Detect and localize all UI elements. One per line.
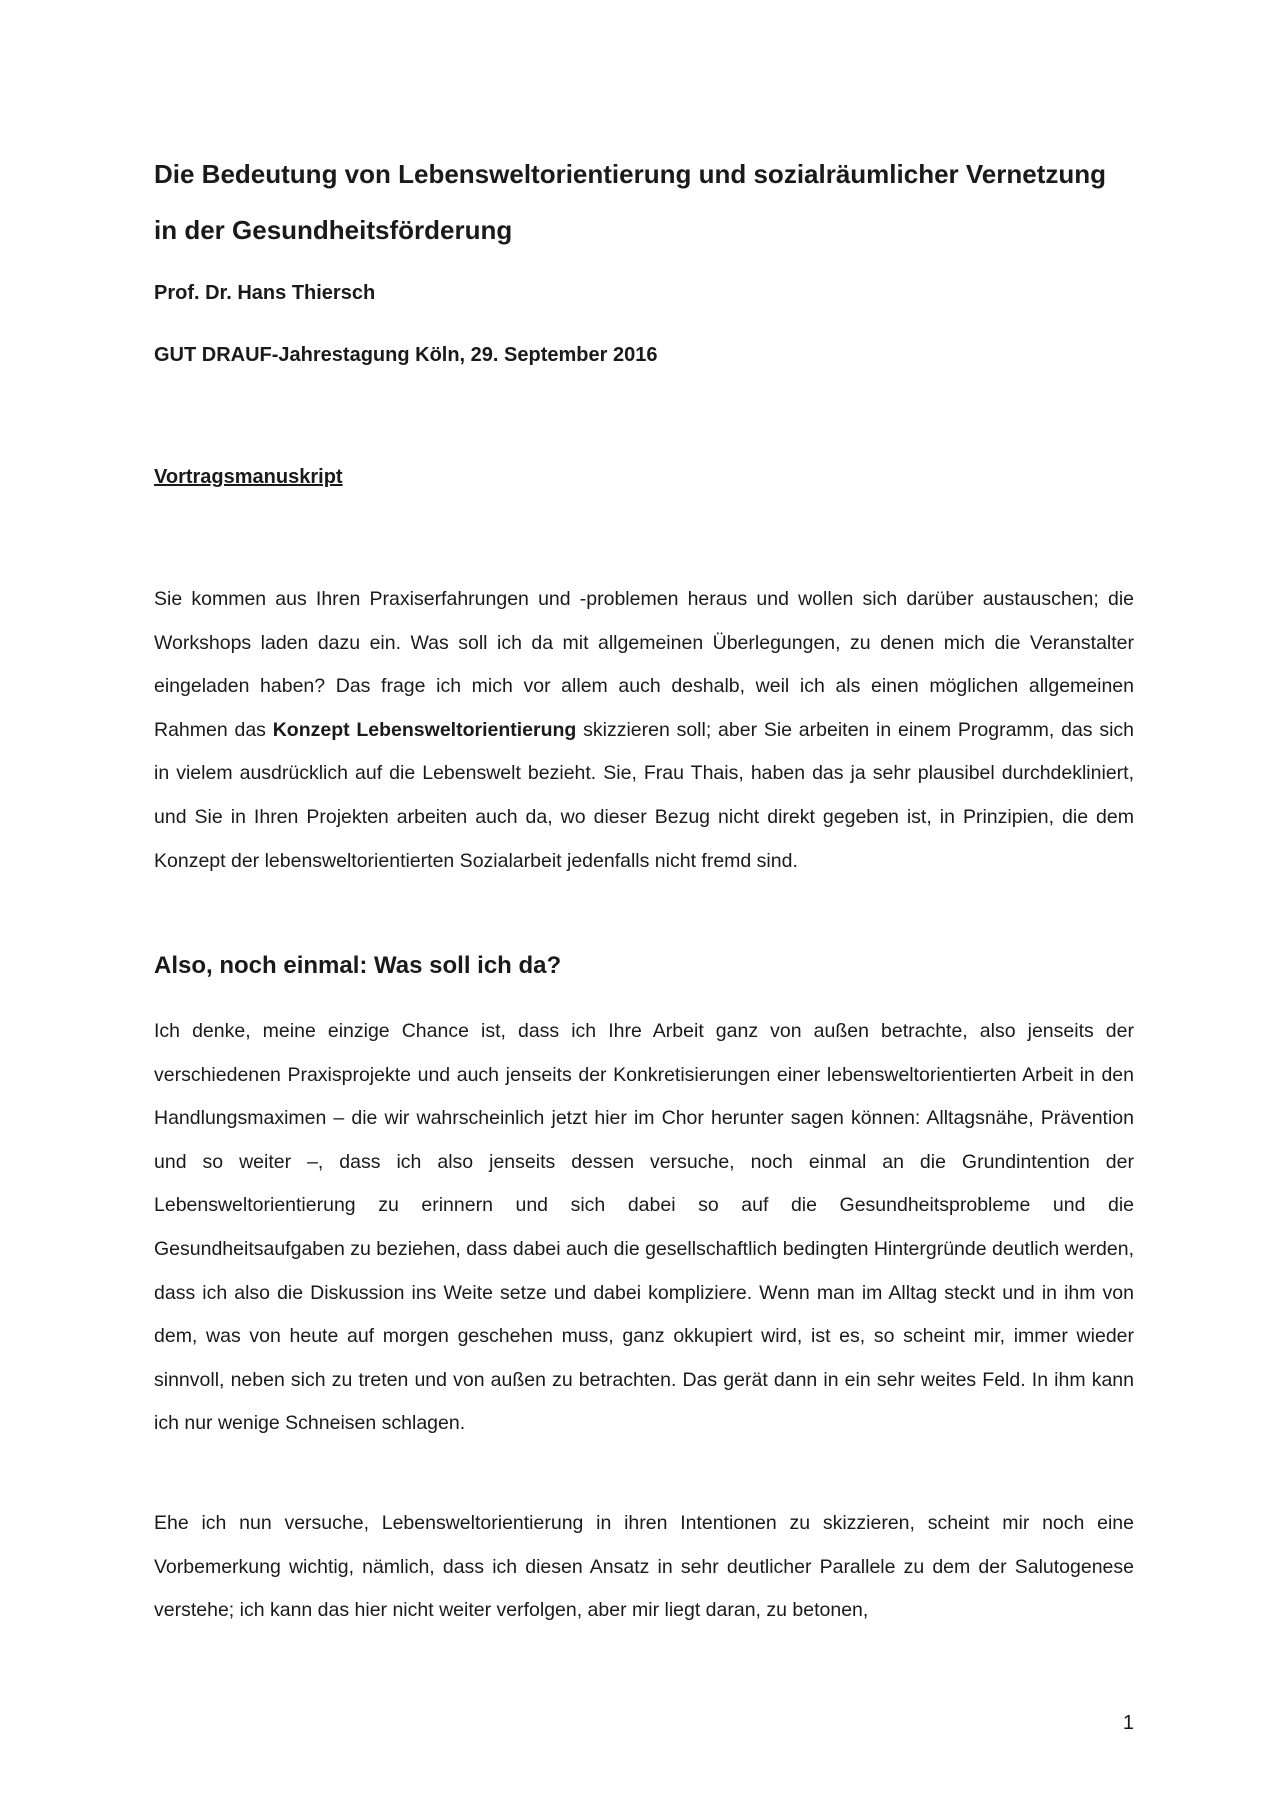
paragraph-1-text-after: skizzieren soll; aber Sie arbeiten in einem Programm, das sich in vielem ausdrücklich auf die Lebenswelt bezieht. Sie, Frau Thais, haben das ja sehr plausibel durchdekliniert, und Sie in Ihren Projekten arbeiten auch da, wo dieser Bezug nicht direkt gegeben ist, in Prinzipien, die dem Konzept der lebensweltorientierten Sozialarbeit jedenfalls nicht fremd sind. [154,718,1134,872]
event-line: GUT DRAUF-Jahrestagung Köln, 29. September 2016 [154,344,658,366]
paragraph-1 [154,578,1134,883]
paragraph-3: Ehe ich nun versuche, Lebensweltorientierung in ihren Intentionen zu skizzieren, scheint mir noch eine Vorbemerkung wichtig, nämlich, dass ich diesen Ansatz in sehr deutlicher Parallele zu dem der Salutogenese verstehe; ich kann das hier nicht weiter verfolgen, aber mir liegt daran, zu betonen, [154,1512,1134,1622]
paragraph-2: Ich denke, meine einzige Chance ist, dass ich Ihre Arbeit ganz von außen betrachte, also jenseits der verschiedenen Praxisprojekte und auch jenseits der Konkretisierungen einer lebensweltorientierten Arbeit in den Handlungsmaximen – die wir wahrscheinlich jetzt hier im Chor herunter sagen können: Alltagsnähe, Prävention und so weiter –, dass ich also jenseits dessen versuche, noch einmal an die Grundintention der Lebensweltorientierung zu erinnern und sich dabei so auf die Gesundheitsprobleme und die Gesundheitsaufgaben zu beziehen, dass dabei auch die gesellschaftlich bedingten Hintergründe deutlich werden, dass ich also die Diskussion ins Weite setze und dabei kompliziere. Wenn man im Alltag steckt und in ihm von dem, was von heute auf morgen geschehen muss, ganz okkupiert wird, ist es, so scheint mir, immer wieder sinnvoll, neben sich zu treten und von außen zu betrachten. Das gerät dann in ein sehr weites Feld. In ihm kann ich nur wenige Schneisen schlagen. [154,1020,1135,1435]
section-heading: Also, noch einmal: Was soll ich da? [154,952,562,979]
manuscript-label: Vortragsmanuskript [154,466,343,488]
author-line: Prof. Dr. Hans Thiersch [154,282,376,304]
page-number: 1 [1122,1712,1134,1734]
paragraph-1-text-before: Sie kommen aus Ihren Praxiserfahrungen und -problemen heraus und wollen sich darüber austauschen; die Workshops laden dazu ein. Was soll ich da mit allgemeinen Überlegungen, zu denen mich die Veranstalter eingeladen haben? Das frage ich mich vor allem auch deshalb, weil ich als einen möglichen allgemeinen Rahmen das [154,588,1134,741]
document-title: Die Bedeutung von Lebensweltorientierung und sozialräumlicher Vernetzung in der Gesundheitsförderung [154,159,1107,245]
paragraph-1-bold-term: Konzept Lebensweltorientierung [272,718,577,741]
document-page [154,0,1134,1811]
